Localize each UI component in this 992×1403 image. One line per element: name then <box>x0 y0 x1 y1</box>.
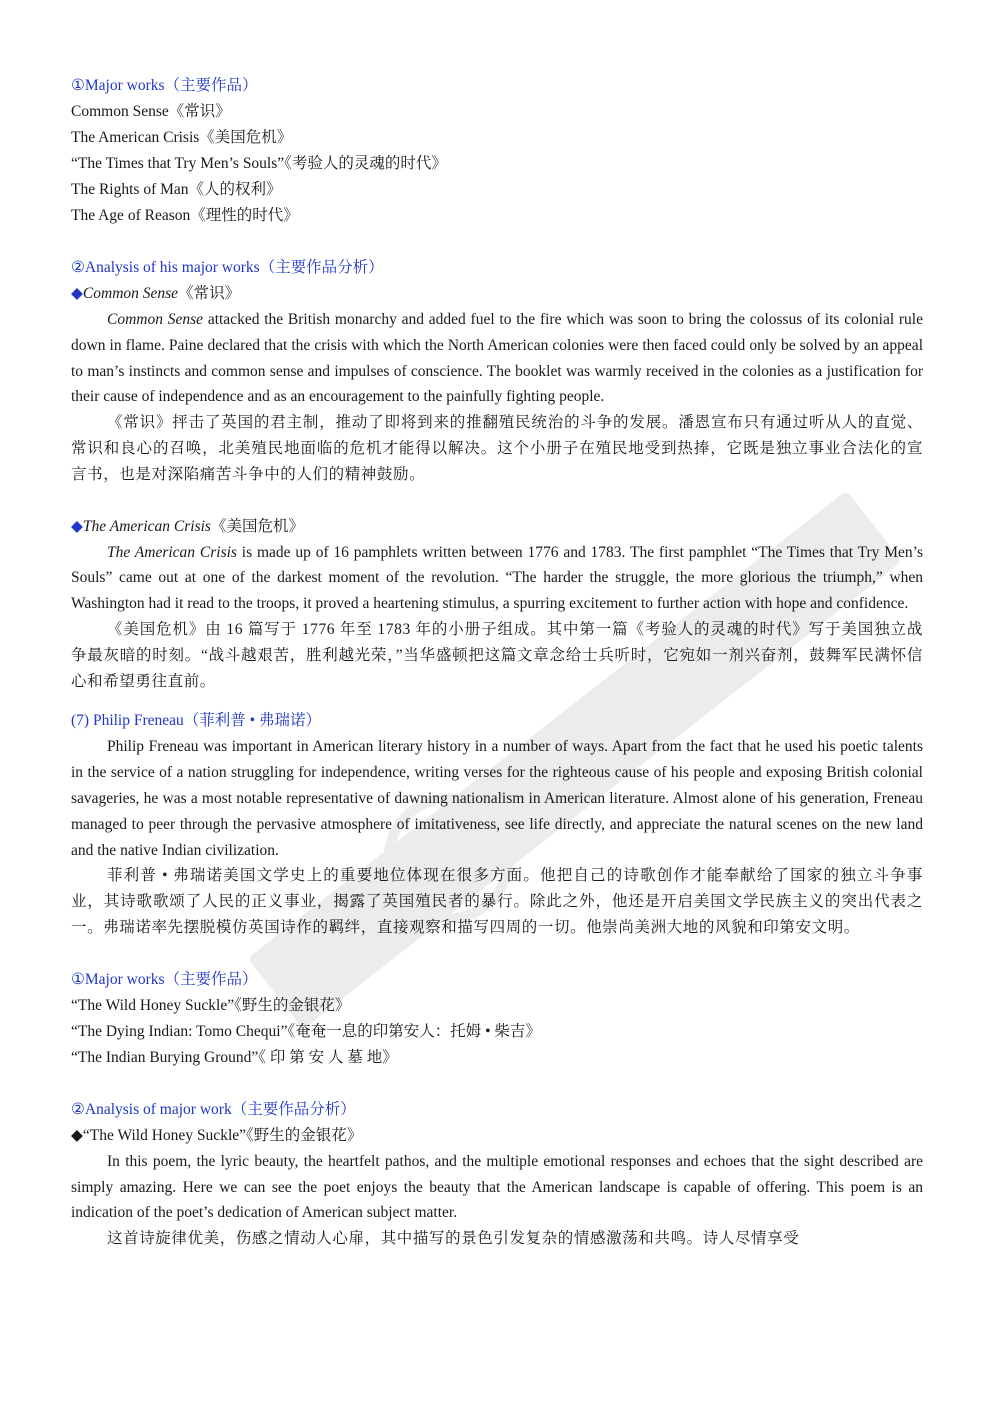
paragraph-cn: 《美国危机》由 16 篇写于 1776 年至 1783 年的小册子组成。其中第一篇《考验人的灵魂的时代》写于美国独立战争最灰暗的时刻。“战斗越艰苦，胜利越光荣，”当华盛顿把这篇文章念给士兵听时，它宛如一剂兴奋剂，鼓舞军民满怀信心和希望勇往直前。 <box>71 620 923 690</box>
analysis-heading: ②Analysis of major work（主要作品分析） <box>71 1100 356 1118</box>
paragraph-cn: 这首诗旋律优美，伤感之情动人心扉，其中描写的景色引发复杂的情感激荡和共鸣。诗人尽情享受 <box>107 1230 800 1248</box>
paragraph-en: Philip Freneau was important in American literary history in a number of ways. Apart from the fact that he used his poetic talents in the service of a nation struggling for independence, writing verses for the righteous cause of his people and exposing British colonial savageries, he was a most notable representative of dawning nationalism in American literature. Almost alone of his generation, Freneau managed to peer through the pervasive atmosphere of imitativeness, see life directly, and appreciate the natural scenes on the new land and the native Indian civilization. <box>71 738 923 859</box>
work-item: “The Times that Try Men’s Souls”《考验人的灵魂的时代》 <box>71 155 447 172</box>
work-item: Common Sense《常识》 <box>71 103 231 120</box>
analysis-heading: ②Analysis of his major works（主要作品分析） <box>71 259 384 276</box>
paragraph-en: The American Crisis is made up of 16 pamphlets written between 1776 and 1783. The first pamphlet “The Times that Try Men’s Souls” came out at one of the darkest moment of the revolution. “The harder the struggle, the more glorious the triumph,” when Washington had it read to the troops, it proved a heartening stimulus, a spurring excitement to further action with hope and confidence. <box>71 543 924 613</box>
section-heading-freneau: (7) Philip Freneau（菲利普 • 弗瑞诺） <box>71 712 321 730</box>
work-item: The Age of Reason《理性的时代》 <box>71 207 299 224</box>
work-item: The Rights of Man《人的权利》 <box>71 181 282 198</box>
diamond-bullet-icon: ◆ <box>71 517 83 535</box>
title-en: Common Sense <box>82 285 179 302</box>
document-page <box>71 73 923 1252</box>
title-cn: 《常识》 <box>178 285 241 302</box>
subheading-honey-suckle: ◆“The Wild Honey Suckle”《野生的金银花》 <box>71 1126 363 1144</box>
paragraph-en: In this poem, the lyric beauty, the heartfelt pathos, and the multiple emotional responses and echoes that the sight described are simply amazing. Here we can see the poet enjoys the beauty that the American landscape is capable of offering. This poem is an indication of the poet’s dedication of American subject matter. <box>71 1152 923 1222</box>
subheading-common-sense <box>71 281 923 307</box>
major-works-heading: ①Major works（主要作品） <box>71 77 258 94</box>
paragraph-en: Common Sense attacked the British monarchy and added fuel to the fire which was soon to bring the colossus of its colonial rule down in flame. Paine declared that the crisis with which the North American colonies were then faced could only be solved by an appeal to man’s instincts and common sense and impulses of conscience. The booklet was warmly received in the colonies as a justification for their cause of independence and as an encouragement to the painfully fighting people. <box>71 311 923 406</box>
subheading-american-crisis <box>71 514 923 540</box>
work-item: “The Dying Indian: Tomo Chequi”《奄奄一息的印第安人：托姆 • 柴吉》 <box>71 1022 541 1040</box>
diamond-bullet-icon: ◆ <box>71 285 83 302</box>
paragraph-cn: 《常识》抨击了英国的君主制，推动了即将到来的推翻殖民统治的斗争的发展。潘恩宣布只有通过听从人的直觉、常识和良心的召唤，北美殖民地面临的危机才能得以解决。这个小册子在殖民地受到热捧，它既是独立事业合法化的宣言书，也是对深陷痛苦斗争中的人们的精神鼓励。 <box>71 414 923 483</box>
work-item: The American Crisis《美国危机》 <box>71 129 293 146</box>
paragraph-cn: 菲利普 • 弗瑞诺美国文学史上的重要地位体现在很多方面。他把自己的诗歌创作才能奉献给了国家的独立斗争事业，其诗歌歌颂了人民的正义事业，揭露了英国殖民者的暴行。除此之外，他还是开启美国文学民族主义的突出代表之一。弗瑞诺率先摆脱模仿英国诗作的羁绊，直接观察和描写四周的一切。他崇尚美洲大地的风貌和印第安文明。 <box>71 867 923 936</box>
title-en: The American Crisis <box>82 517 211 535</box>
work-item: “The Wild Honey Suckle”《野生的金银花》 <box>71 996 351 1014</box>
major-works-heading: ①Major works（主要作品） <box>71 970 258 988</box>
title-cn: 《美国危机》 <box>210 517 304 535</box>
work-item: “The Indian Burying Ground”《 印 第 安 人 墓 地》 <box>71 1048 398 1066</box>
